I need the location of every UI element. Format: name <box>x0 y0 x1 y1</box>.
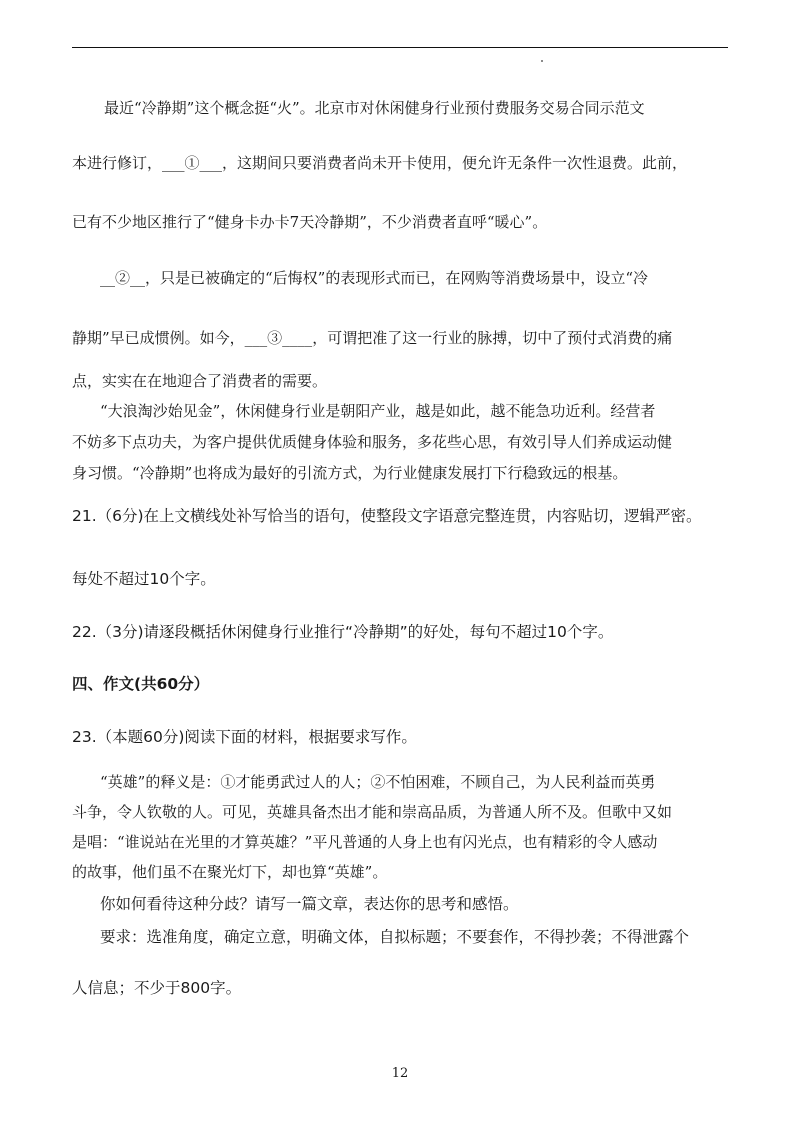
header-rule <box>72 47 728 48</box>
section-heading: 四、作文(共60分） <box>72 675 210 693</box>
question-22: 22.（3分)请逐段概括休闲健身行业推行“冷静期”的好处，每句不超过10个字。 <box>72 623 614 641</box>
page-number: 12 <box>391 1066 409 1081</box>
material-line: 斗争，令人钦敬的人。可见，英雄具备杰出才能和崇高品质，为普通人所不及。但歌中又如 <box>72 803 673 821</box>
passage-text: ，可谓把准了这一行业的脉搏，切中了预付式消费的痛 <box>312 329 673 347</box>
passage-line: 最近“冷静期”这个概念挺“火”。北京市对休闲健身行业预付费服务交易合同示范文 <box>104 99 645 117</box>
material-line: “英雄”的释义是：①才能勇武过人的人；②不怕困难，不顾自己，为人民利益而英勇 <box>100 773 656 791</box>
passage-line <box>0 152 800 174</box>
passage-text: ，这期间只要消费者尚未开卡使用，便允许无条件一次性退费。此前， <box>222 154 688 172</box>
passage-line <box>0 327 800 349</box>
passage-line <box>0 267 800 289</box>
fill-blank-3[interactable]: ___③____ <box>244 329 313 347</box>
passage-line: 已有不少地区推行了“健身卡办卡7天冷静期”，不少消费者直呼“暖心”。 <box>72 213 548 231</box>
fill-blank-2[interactable]: __②__ <box>100 269 146 287</box>
passage-line: 不妨多下点功夫，为客户提供优质健身体验和服务，多花些心思，有效引导人们养成运动健 <box>72 433 673 451</box>
question-21: 21.（6分)在上文横线处补写恰当的语句，使整段文字语意完整连贯，内容贴切，逻辑严密。 <box>72 507 702 525</box>
passage-line: “大浪淘沙始见金”，休闲健身行业是朝阳产业，越是如此，越不能急功近利。经营者 <box>100 402 656 420</box>
essay-requirement: 要求：选准角度，确定立意，明确文体，自拟标题；不要套作，不得抄袭；不得泄露个 <box>100 928 690 946</box>
passage-text: 静期”早已成惯例。如今， <box>72 329 245 347</box>
fill-blank-1[interactable]: ___①___ <box>162 154 223 172</box>
question-21-cont: 每处不超过10个字。 <box>72 570 216 588</box>
essay-requirement-cont: 人信息；不少于800字。 <box>72 979 242 997</box>
material-line: 是唱：“谁说站在光里的才算英雄？”平凡普通的人身上也有闪光点，也有精彩的令人感动 <box>72 833 658 851</box>
material-line: 的故事，他们虽不在聚光灯下，却也算“英雄”。 <box>72 863 388 881</box>
passage-text: 本进行修订， <box>72 154 163 172</box>
passage-line: 身习惯。“冷静期”也将成为最好的引流方式，为行业健康发展打下行稳致远的根基。 <box>72 464 628 482</box>
passage-line: 点，实实在在地迎合了消费者的需要。 <box>72 372 328 390</box>
question-23: 23.（本题60分)阅读下面的材料，根据要求写作。 <box>72 728 417 746</box>
passage-text: ，只是已被确定的“后悔权”的表现形式而已，在网购等消费场景中，设立“冷 <box>145 269 649 287</box>
essay-prompt: 你如何看待这种分歧？请写一篇文章，表达你的思考和感悟。 <box>100 895 519 913</box>
scan-dot <box>541 60 543 62</box>
